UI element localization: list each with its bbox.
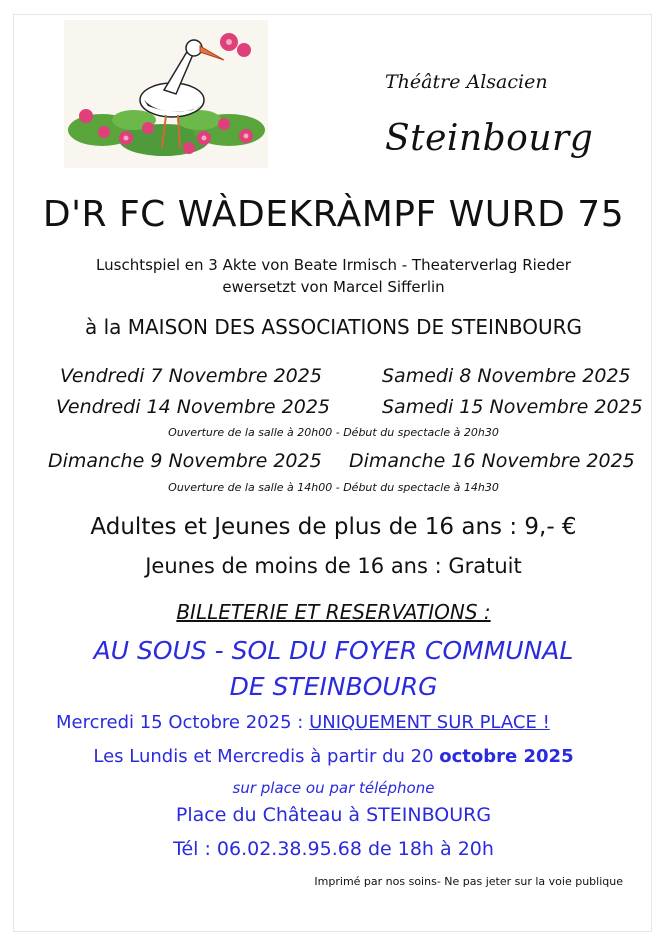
booking-address: Place du Château à STEINBOURG — [175, 804, 492, 826]
price-adults: Adultes et Jeunes de plus de 16 ans : 9,- € — [90, 514, 577, 540]
date-friday-2: Vendredi 14 Novembre 2025 — [56, 396, 331, 418]
booking-phone: Tél : 06.02.38.95.68 de 18h à 20h — [173, 838, 494, 860]
regular-hours-mode: sur place ou par téléphone — [232, 779, 435, 797]
venue: à la MAISON DES ASSOCIATIONS DE STEINBOURG — [84, 315, 583, 339]
evening-times: Ouverture de la salle à 20h00 - Début du spectacle à 20h30 — [168, 426, 499, 439]
troupe-name: Steinbourg — [385, 118, 594, 159]
date-saturday-2: Samedi 15 Novembre 2025 — [382, 396, 643, 418]
date-friday-1: Vendredi 7 Novembre 2025 — [60, 365, 322, 387]
footer-note: Imprimé par nos soins- Ne pas jeter sur la voie publique — [314, 875, 623, 888]
date-sunday-2: Dimanche 16 Novembre 2025 — [349, 450, 635, 472]
stork-flowers-illustration — [64, 20, 268, 168]
regular-hours-line — [0, 746, 667, 767]
date-sunday-1: Dimanche 9 Novembre 2025 — [48, 450, 322, 472]
booking-heading: BILLETERIE ET RESERVATIONS : — [176, 600, 491, 624]
regular-hours-prefix: Les Lundis et Mercredis à partir du 20 — [93, 746, 440, 767]
booking-place-line-1: AU SOUS - SOL DU FOYER COMMUNAL — [93, 636, 574, 665]
regular-hours-date: octobre 2025 — [439, 746, 574, 767]
wednesday-line — [56, 712, 550, 733]
price-youth: Jeunes de moins de 16 ans : Gratuit — [145, 554, 522, 578]
date-saturday-1: Samedi 8 Novembre 2025 — [382, 365, 631, 387]
play-title: D'R FC WÀDEKRÀMPF WURD 75 — [42, 194, 625, 235]
credits-line-1: Luschtspiel en 3 Akte von Beate Irmisch - Theaterverlag Rieder — [96, 256, 571, 274]
booking-place-line-2: DE STEINBOURG — [229, 672, 438, 701]
credits-line-2: ewersetzt von Marcel Sifferlin — [222, 278, 445, 296]
wednesday-note: UNIQUEMENT SUR PLACE ! — [309, 712, 550, 733]
wednesday-date: Mercredi 15 Octobre 2025 : — [56, 712, 304, 733]
theatre-subtitle: Théâtre Alsacien — [385, 71, 548, 93]
afternoon-times: Ouverture de la salle à 14h00 - Début du spectacle à 14h30 — [168, 481, 499, 494]
